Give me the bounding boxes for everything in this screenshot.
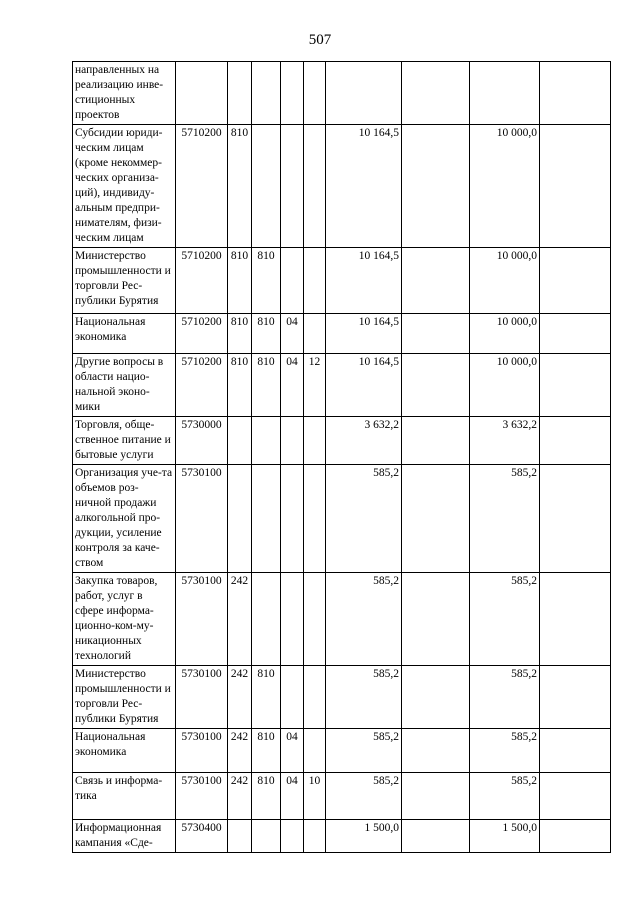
row-name: Министерство промышленности и торговли Рес-публики Бурятия: [73, 666, 176, 729]
row-amount-3: 585,2: [470, 773, 540, 820]
row-amount-2: [402, 125, 470, 248]
row-amount-3: 10 000,0: [470, 248, 540, 314]
row-amount-4: [540, 62, 611, 125]
row-name: Торговля, обще-ственное питание и бытовые услуги: [73, 417, 176, 465]
row-subsection: [304, 62, 326, 125]
table-row: [73, 354, 611, 417]
row-amount-4: [540, 248, 611, 314]
row-section: 04: [281, 729, 304, 773]
row-amount-3: 3 632,2: [470, 417, 540, 465]
budget-table: [72, 61, 611, 853]
table-row: [73, 465, 611, 573]
table-row: [73, 729, 611, 773]
row-department-code: [252, 465, 281, 573]
row-amount-1: 585,2: [326, 465, 402, 573]
row-amount-4: [540, 666, 611, 729]
row-amount-4: [540, 417, 611, 465]
row-amount-1: 585,2: [326, 666, 402, 729]
row-section: [281, 666, 304, 729]
table-row: [73, 820, 611, 853]
row-section: [281, 62, 304, 125]
row-department-code: [252, 125, 281, 248]
row-target-code: 5730100: [176, 465, 228, 573]
row-amount-3: 585,2: [470, 729, 540, 773]
row-section: [281, 820, 304, 853]
row-section: 04: [281, 773, 304, 820]
row-amount-3: 10 000,0: [470, 354, 540, 417]
row-amount-4: [540, 729, 611, 773]
row-target-code: 5730100: [176, 773, 228, 820]
row-subsection: [304, 125, 326, 248]
row-amount-2: [402, 666, 470, 729]
row-amount-4: [540, 820, 611, 853]
row-department-code: 810: [252, 314, 281, 354]
row-expense-type: [228, 62, 252, 125]
row-expense-type: 810: [228, 354, 252, 417]
table-row: [73, 125, 611, 248]
row-target-code: 5730000: [176, 417, 228, 465]
table-row: [73, 314, 611, 354]
row-target-code: 5730100: [176, 729, 228, 773]
table-row: [73, 773, 611, 820]
row-amount-3: 585,2: [470, 666, 540, 729]
row-department-code: [252, 573, 281, 666]
row-subsection: 10: [304, 773, 326, 820]
row-department-code: 810: [252, 248, 281, 314]
row-name: Другие вопросы в области нацио-нальной эконо-мики: [73, 354, 176, 417]
row-amount-4: [540, 125, 611, 248]
row-section: 04: [281, 354, 304, 417]
row-amount-1: 10 164,5: [326, 248, 402, 314]
row-expense-type: [228, 465, 252, 573]
row-amount-2: [402, 465, 470, 573]
row-amount-1: 10 164,5: [326, 314, 402, 354]
row-expense-type: 242: [228, 573, 252, 666]
row-section: [281, 417, 304, 465]
row-amount-1: [326, 62, 402, 125]
row-target-code: 5710200: [176, 354, 228, 417]
row-department-code: [252, 62, 281, 125]
row-target-code: 5730100: [176, 573, 228, 666]
row-amount-3: 1 500,0: [470, 820, 540, 853]
table-row: [73, 248, 611, 314]
row-amount-2: [402, 62, 470, 125]
row-amount-2: [402, 314, 470, 354]
table-row: [73, 666, 611, 729]
row-name: Организация уче-та объемов роз-ничной продажи алкогольной про-дукции, усиление контроля за каче-ством: [73, 465, 176, 573]
row-amount-2: [402, 573, 470, 666]
table-body: [73, 62, 611, 853]
row-name: Субсидии юриди-ческим лицам (кроме некоммер-ческих организа-ций), индивиду-альным предпри-нимателям, физи-ческим лицам: [73, 125, 176, 248]
row-target-code: 5710200: [176, 248, 228, 314]
row-expense-type: 242: [228, 729, 252, 773]
row-amount-2: [402, 417, 470, 465]
row-subsection: 12: [304, 354, 326, 417]
row-subsection: [304, 465, 326, 573]
row-amount-4: [540, 354, 611, 417]
row-amount-1: 1 500,0: [326, 820, 402, 853]
row-section: [281, 573, 304, 666]
row-amount-1: 585,2: [326, 729, 402, 773]
row-amount-2: [402, 820, 470, 853]
row-name: Национальная экономика: [73, 314, 176, 354]
row-subsection: [304, 820, 326, 853]
table-row: [73, 62, 611, 125]
row-amount-1: 10 164,5: [326, 125, 402, 248]
row-subsection: [304, 573, 326, 666]
row-amount-2: [402, 248, 470, 314]
row-amount-4: [540, 465, 611, 573]
row-amount-4: [540, 573, 611, 666]
row-expense-type: 810: [228, 125, 252, 248]
row-subsection: [304, 417, 326, 465]
row-amount-3: 10 000,0: [470, 314, 540, 354]
row-name: Министерство промышленности и торговли Рес-публики Бурятия: [73, 248, 176, 314]
row-amount-4: [540, 314, 611, 354]
row-expense-type: 810: [228, 314, 252, 354]
row-department-code: 810: [252, 666, 281, 729]
row-department-code: [252, 417, 281, 465]
row-section: [281, 465, 304, 573]
row-name: Связь и информа-тика: [73, 773, 176, 820]
row-target-code: 5730400: [176, 820, 228, 853]
row-amount-1: 585,2: [326, 773, 402, 820]
table-row: [73, 417, 611, 465]
row-subsection: [304, 314, 326, 354]
row-subsection: [304, 248, 326, 314]
row-section: 04: [281, 314, 304, 354]
row-target-code: 5710200: [176, 314, 228, 354]
row-department-code: 810: [252, 354, 281, 417]
row-expense-type: 810: [228, 248, 252, 314]
row-target-code: 5730100: [176, 666, 228, 729]
row-amount-1: 585,2: [326, 573, 402, 666]
row-department-code: 810: [252, 729, 281, 773]
row-name: направленных на реализацию инве-стиционных проектов: [73, 62, 176, 125]
page-number: 507: [308, 32, 332, 48]
table-row: [73, 573, 611, 666]
row-amount-2: [402, 729, 470, 773]
row-amount-1: 10 164,5: [326, 354, 402, 417]
row-amount-2: [402, 354, 470, 417]
row-subsection: [304, 666, 326, 729]
row-name: Национальная экономика: [73, 729, 176, 773]
row-department-code: 810: [252, 773, 281, 820]
row-department-code: [252, 820, 281, 853]
row-expense-type: [228, 417, 252, 465]
row-expense-type: 242: [228, 773, 252, 820]
row-amount-3: 585,2: [470, 573, 540, 666]
row-section: [281, 125, 304, 248]
row-section: [281, 248, 304, 314]
row-target-code: [176, 62, 228, 125]
row-expense-type: 242: [228, 666, 252, 729]
row-name: Информационная кампания «Сде-: [73, 820, 176, 853]
row-name: Закупка товаров, работ, услуг в сфере информа-ционно-ком-му-никационных технологий: [73, 573, 176, 666]
row-amount-3: 585,2: [470, 465, 540, 573]
row-amount-3: [470, 62, 540, 125]
row-expense-type: [228, 820, 252, 853]
row-amount-2: [402, 773, 470, 820]
row-amount-4: [540, 773, 611, 820]
row-subsection: [304, 729, 326, 773]
row-target-code: 5710200: [176, 125, 228, 248]
row-amount-3: 10 000,0: [470, 125, 540, 248]
row-amount-1: 3 632,2: [326, 417, 402, 465]
